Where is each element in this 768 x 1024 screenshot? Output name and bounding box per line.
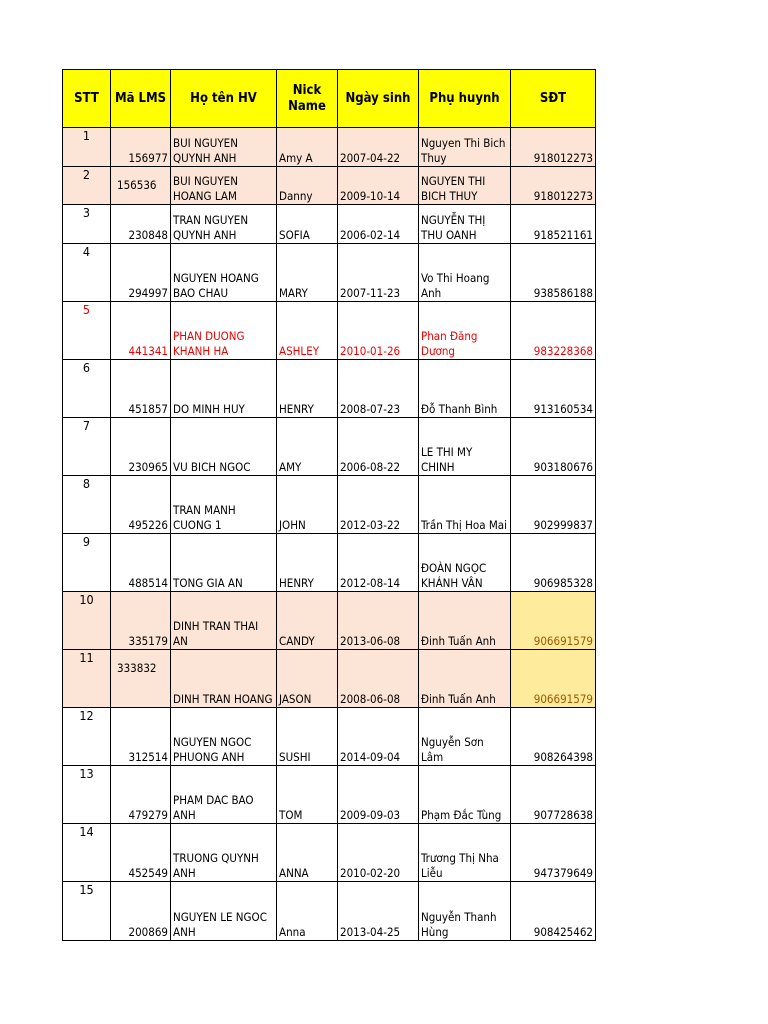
cell-stt[interactable]: 1	[63, 128, 111, 167]
cell-ngay-sinh[interactable]: 2009-09-03	[338, 766, 419, 824]
cell-nick-name[interactable]: Danny	[277, 167, 338, 205]
cell-stt[interactable]: 11	[63, 650, 111, 708]
header-phu-huynh[interactable]: Phụ huynh	[419, 70, 511, 128]
cell-ngay-sinh[interactable]: 2010-02-20	[338, 824, 419, 882]
cell-nick-name[interactable]: SOFIA	[277, 205, 338, 244]
table-row	[63, 534, 596, 592]
cell-phu-huynh[interactable]: Trương Thị Nha Liễu	[419, 824, 511, 882]
cell-ma-lms[interactable]: 200869	[111, 882, 171, 941]
cell-ngay-sinh[interactable]: 2012-03-22	[338, 476, 419, 534]
cell-ho-ten[interactable]: DO MINH HUY	[171, 360, 277, 418]
table-row	[63, 302, 596, 360]
cell-nick-name[interactable]: HENRY	[277, 534, 338, 592]
cell-ma-lms[interactable]: 230965	[111, 418, 171, 476]
cell-phu-huynh[interactable]: NGUYỄN THỊ THU OANH	[419, 205, 511, 244]
cell-ho-ten[interactable]: NGUYEN NGOC PHUONG ANH	[171, 708, 277, 766]
cell-phu-huynh[interactable]: ĐOÀN NGỌC KHÁNH VÂN	[419, 534, 511, 592]
table-row	[63, 476, 596, 534]
header-sdt[interactable]: SĐT	[511, 70, 596, 128]
header-stt[interactable]: STT	[63, 70, 111, 128]
table-row	[63, 592, 596, 650]
cell-phu-huynh[interactable]: Trần Thị Hoa Mai	[419, 476, 511, 534]
table-row	[63, 418, 596, 476]
cell-ngay-sinh[interactable]: 2014-09-04	[338, 708, 419, 766]
cell-sdt[interactable]: 908425462	[511, 882, 596, 941]
cell-ho-ten[interactable]: BUI NGUYEN HOANG LAM	[171, 167, 277, 205]
table-row	[63, 766, 596, 824]
cell-stt[interactable]: 9	[63, 534, 111, 592]
cell-ngay-sinh[interactable]: 2013-04-25	[338, 882, 419, 941]
table-row	[63, 205, 596, 244]
cell-sdt[interactable]: 906691579	[511, 592, 596, 650]
cell-ho-ten[interactable]: NGUYEN LE NGOC ANH	[171, 882, 277, 941]
cell-sdt[interactable]: 983228368	[511, 302, 596, 360]
cell-ma-lms[interactable]: 495226	[111, 476, 171, 534]
cell-sdt[interactable]: 908264398	[511, 708, 596, 766]
cell-sdt[interactable]: 918012273	[511, 167, 596, 205]
cell-sdt[interactable]: 903180676	[511, 418, 596, 476]
cell-sdt[interactable]: 907728638	[511, 766, 596, 824]
cell-sdt[interactable]: 918012273	[511, 128, 596, 167]
cell-nick-name[interactable]: Amy A	[277, 128, 338, 167]
cell-nick-name[interactable]: CANDY	[277, 592, 338, 650]
cell-phu-huynh[interactable]: Đinh Tuấn Anh	[419, 650, 511, 708]
cell-ho-ten[interactable]: PHAN DUONG KHANH HA	[171, 302, 277, 360]
cell-stt[interactable]: 12	[63, 708, 111, 766]
cell-ma-lms[interactable]: 479279	[111, 766, 171, 824]
table-row	[63, 244, 596, 302]
cell-ma-lms[interactable]: 230848	[111, 205, 171, 244]
cell-ho-ten[interactable]: TRAN NGUYEN QUYNH ANH	[171, 205, 277, 244]
cell-ngay-sinh[interactable]: 2008-07-23	[338, 360, 419, 418]
cell-nick-name[interactable]: MARY	[277, 244, 338, 302]
cell-stt[interactable]: 10	[63, 592, 111, 650]
cell-ngay-sinh[interactable]: 2007-04-22	[338, 128, 419, 167]
cell-ngay-sinh[interactable]: 2013-06-08	[338, 592, 419, 650]
cell-nick-name[interactable]: SUSHI	[277, 708, 338, 766]
cell-ma-lms[interactable]: 335179	[111, 592, 171, 650]
cell-ho-ten[interactable]: VU BICH NGOC	[171, 418, 277, 476]
cell-ma-lms[interactable]: 156977	[111, 128, 171, 167]
table-row	[63, 882, 596, 941]
header-ho-ten[interactable]: Họ tên HV	[171, 70, 277, 128]
cell-nick-name[interactable]: JOHN	[277, 476, 338, 534]
cell-phu-huynh[interactable]: Nguyễn Sơn Lâm	[419, 708, 511, 766]
table-row	[63, 167, 596, 205]
cell-nick-name[interactable]: Anna	[277, 882, 338, 941]
cell-ma-lms[interactable]: 312514	[111, 708, 171, 766]
cell-ngay-sinh[interactable]: 2009-10-14	[338, 167, 419, 205]
table-row	[63, 128, 596, 167]
cell-ngay-sinh[interactable]: 2007-11-23	[338, 244, 419, 302]
cell-ma-lms[interactable]: 156536	[111, 167, 171, 205]
table-row	[63, 650, 596, 708]
cell-stt[interactable]: 5	[63, 302, 111, 360]
cell-ma-lms[interactable]: 333832	[111, 650, 171, 708]
cell-ma-lms[interactable]: 294997	[111, 244, 171, 302]
cell-phu-huynh[interactable]: Phạm Đắc Tùng	[419, 766, 511, 824]
cell-stt[interactable]: 8	[63, 476, 111, 534]
cell-sdt[interactable]: 906691579	[511, 650, 596, 708]
cell-nick-name[interactable]: HENRY	[277, 360, 338, 418]
table-row	[63, 708, 596, 766]
table-row	[63, 360, 596, 418]
cell-nick-name[interactable]: TOM	[277, 766, 338, 824]
header-nick-name[interactable]: Nick Name	[277, 70, 338, 128]
header-ma-lms[interactable]: Mã LMS	[111, 70, 171, 128]
cell-phu-huynh[interactable]: Phan Đăng Dương	[419, 302, 511, 360]
cell-ngay-sinh[interactable]: 2010-01-26	[338, 302, 419, 360]
cell-ho-ten[interactable]: DINH TRAN HOANG	[171, 650, 277, 708]
cell-stt[interactable]: 13	[63, 766, 111, 824]
cell-stt[interactable]: 7	[63, 418, 111, 476]
cell-ho-ten[interactable]: DINH TRAN THAI AN	[171, 592, 277, 650]
cell-nick-name[interactable]: JASON	[277, 650, 338, 708]
header-row	[63, 70, 596, 128]
cell-ma-lms[interactable]: 451857	[111, 360, 171, 418]
cell-stt[interactable]: 15	[63, 882, 111, 941]
student-roster-table	[62, 69, 596, 941]
cell-phu-huynh[interactable]: Đỗ Thanh Bình	[419, 360, 511, 418]
cell-stt[interactable]: 2	[63, 167, 111, 205]
cell-stt[interactable]: 4	[63, 244, 111, 302]
cell-sdt[interactable]: 938586188	[511, 244, 596, 302]
cell-stt[interactable]: 6	[63, 360, 111, 418]
cell-nick-name[interactable]: ANNA	[277, 824, 338, 882]
table-row	[63, 824, 596, 882]
cell-ngay-sinh[interactable]: 2006-08-22	[338, 418, 419, 476]
cell-phu-huynh[interactable]: Vo Thi Hoang Anh	[419, 244, 511, 302]
cell-phu-huynh[interactable]: Nguyễn Thanh Hùng	[419, 882, 511, 941]
cell-sdt[interactable]: 906985328	[511, 534, 596, 592]
cell-ho-ten[interactable]: TRUONG QUYNH ANH	[171, 824, 277, 882]
cell-ho-ten[interactable]: BUI NGUYEN QUYNH ANH	[171, 128, 277, 167]
cell-phu-huynh[interactable]: Nguyen Thi Bich Thuy	[419, 128, 511, 167]
cell-sdt[interactable]: 913160534	[511, 360, 596, 418]
cell-sdt[interactable]: 902999837	[511, 476, 596, 534]
header-ngay-sinh[interactable]: Ngày sinh	[338, 70, 419, 128]
cell-ngay-sinh[interactable]: 2008-06-08	[338, 650, 419, 708]
cell-phu-huynh[interactable]: LE THI MY CHINH	[419, 418, 511, 476]
cell-phu-huynh[interactable]: NGUYEN THI BICH THUY	[419, 167, 511, 205]
cell-ma-lms[interactable]: 488514	[111, 534, 171, 592]
cell-ngay-sinh[interactable]: 2006-02-14	[338, 205, 419, 244]
cell-stt[interactable]: 3	[63, 205, 111, 244]
cell-ma-lms[interactable]: 452549	[111, 824, 171, 882]
cell-sdt[interactable]: 947379649	[511, 824, 596, 882]
cell-ho-ten[interactable]: PHAM DAC BAO ANH	[171, 766, 277, 824]
cell-ho-ten[interactable]: TRAN MANH CUONG 1	[171, 476, 277, 534]
cell-ngay-sinh[interactable]: 2012-08-14	[338, 534, 419, 592]
cell-ho-ten[interactable]: TONG GIA AN	[171, 534, 277, 592]
cell-stt[interactable]: 14	[63, 824, 111, 882]
cell-phu-huynh[interactable]: Đinh Tuấn Anh	[419, 592, 511, 650]
cell-nick-name[interactable]: AMY	[277, 418, 338, 476]
cell-sdt[interactable]: 918521161	[511, 205, 596, 244]
cell-nick-name[interactable]: ASHLEY	[277, 302, 338, 360]
cell-ho-ten[interactable]: NGUYEN HOANG BAO CHAU	[171, 244, 277, 302]
cell-ma-lms[interactable]: 441341	[111, 302, 171, 360]
